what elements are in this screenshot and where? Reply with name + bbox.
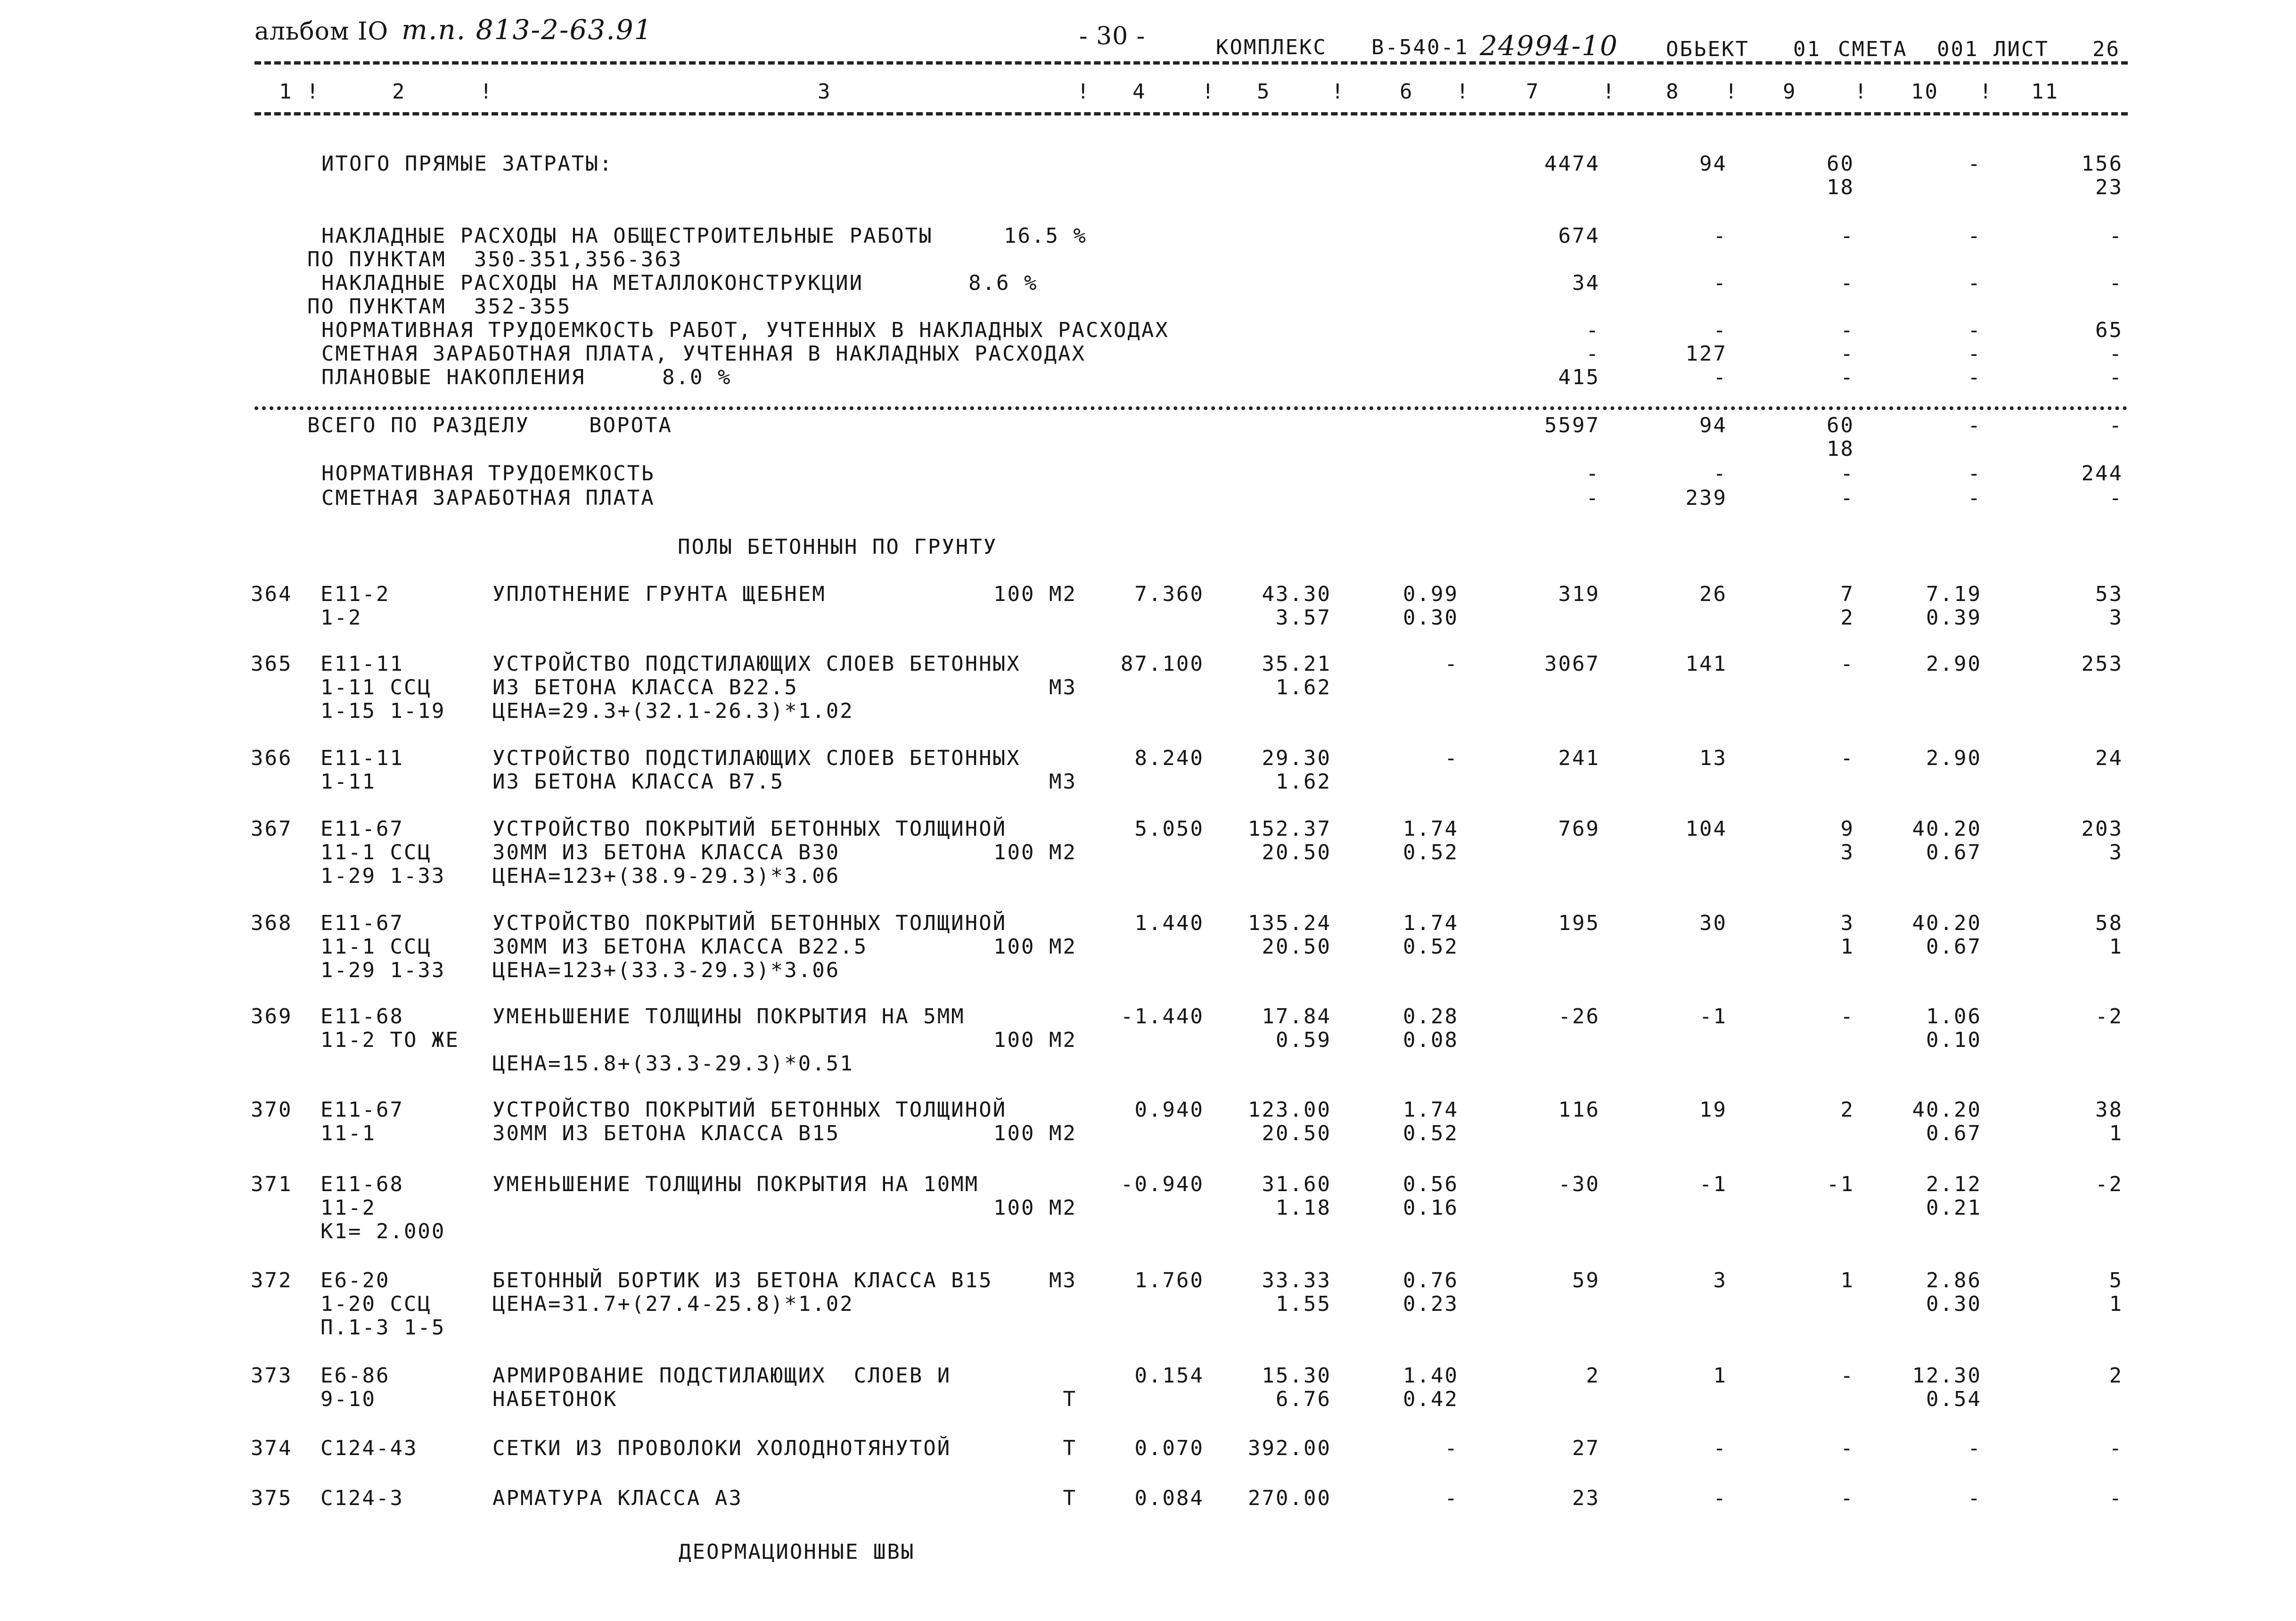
summary-items-ref: ПО ПУНКТАМ 350-351,356-363 (307, 247, 683, 272)
row-quantity: 0.084 (1134, 1486, 1204, 1510)
row-c11: 53 (2095, 582, 2123, 606)
row-c11: 38 (2095, 1098, 2123, 1122)
row-c11: -2 (2095, 1172, 2123, 1196)
album-label: альбом IO (254, 17, 389, 46)
row-c5: 123.00 (1248, 1098, 1331, 1122)
row-c9: 2 (1840, 1098, 1854, 1122)
row-norm-code: Е11-67 (320, 1098, 404, 1122)
row-quantity: 1.760 (1134, 1268, 1204, 1292)
row-description: СЕТКИ ИЗ ПРОВОЛОКИ ХОЛОДНОТЯНУТОЙ (492, 1436, 951, 1460)
row-c6: - (1444, 746, 1459, 770)
row-c7: 23 (1572, 1486, 1600, 1510)
row-c10: 40.20 (1912, 817, 1982, 841)
summary-label: НОРМАТИВНАЯ ТРУДОЕМКОСТЬ РАБОТ, УЧТЕННЫХ В НАКЛАДНЫХ РАСХОДАХ (321, 318, 1169, 342)
typical-project-ref: т.п. 813-2-63.91 (402, 14, 653, 46)
row-description: УСТРОЙСТВО ПОКРЫТИЙ БЕТОННЫХ ТОЛЩИНОЙ (492, 1098, 1007, 1122)
row-number: 366 (251, 746, 293, 770)
col-header-9: 9 (1783, 80, 1797, 104)
row-c7: 319 (1558, 582, 1600, 606)
row-norm-code: П.1-3 1-5 (320, 1316, 446, 1340)
row-c11: -2 (2095, 1004, 2123, 1029)
summary-c11: 244 (2081, 461, 2123, 485)
row-norm-code: 11-2 (320, 1196, 376, 1220)
row-c8: 104 (1685, 817, 1727, 841)
row-norm-code: 9-10 (320, 1387, 376, 1411)
row-c9: - (1840, 652, 1854, 676)
summary-c9: - (1840, 342, 1854, 366)
row-c10: 0.67 (1926, 1121, 1982, 1145)
summary-c8: - (1713, 224, 1727, 248)
row-unit: Т (1063, 1486, 1077, 1510)
row-c9: 1 (1840, 1268, 1854, 1292)
row-c5: 270.00 (1248, 1486, 1331, 1510)
summary-c10: - (1968, 271, 1982, 295)
summary-percent: 16.5 % (1004, 224, 1087, 248)
summary-c8: 94 (1699, 152, 1727, 176)
row-unit: 100 М2 (993, 840, 1077, 864)
summary-c10: - (1968, 342, 1982, 366)
summary-label: НАКЛАДНЫЕ РАСХОДЫ НА МЕТАЛЛОКОНСТРУКЦИИ (321, 271, 864, 295)
row-c9: - (1840, 1486, 1854, 1510)
summary-c7: 674 (1558, 224, 1600, 248)
row-number: 371 (251, 1172, 293, 1196)
row-c6: 0.52 (1403, 935, 1459, 959)
row-c6: 0.52 (1403, 1121, 1459, 1145)
summary-c9: 60 (1827, 413, 1854, 437)
row-c10: 2.90 (1926, 746, 1982, 770)
summary-c10: - (1968, 365, 1982, 389)
row-c10: 1.06 (1926, 1004, 1982, 1029)
row-c11: 3 (2109, 840, 2123, 864)
row-norm-code: К1= 2.000 (320, 1219, 446, 1243)
row-quantity: 0.070 (1134, 1436, 1204, 1460)
summary-c7: 5597 (1544, 413, 1600, 437)
row-c5: 15.30 (1262, 1364, 1331, 1388)
estimate-number: 001 (1937, 37, 1979, 61)
row-c7: 241 (1558, 746, 1600, 770)
summary-c9: - (1840, 318, 1854, 342)
row-c5: 6.76 (1276, 1387, 1331, 1411)
summary-c9: - (1840, 365, 1854, 389)
summary-c9b: 18 (1827, 437, 1854, 461)
row-unit: 100 М2 (993, 1028, 1077, 1052)
row-description: ИЗ БЕТОНА КЛАССА В22.5 (492, 675, 798, 699)
row-c10: - (1968, 1436, 1982, 1460)
row-c9: 3 (1840, 840, 1854, 864)
row-c11: 1 (2109, 1292, 2123, 1316)
row-c5: 1.62 (1276, 675, 1331, 699)
summary-items-ref: ПО ПУНКТАМ 352-355 (307, 295, 572, 319)
header-divider-bottom (254, 112, 2128, 115)
row-c10: 0.10 (1926, 1028, 1982, 1052)
row-quantity: 8.240 (1134, 746, 1204, 770)
summary-label: ИТОГО ПРЯМЫЕ ЗАТРАТЫ: (321, 152, 614, 176)
row-c6: 1.74 (1403, 817, 1459, 841)
summary-c7: 415 (1558, 365, 1600, 389)
row-c9: - (1840, 1436, 1854, 1460)
row-unit: 100 М2 (993, 582, 1077, 606)
row-norm-code: Е11-11 (320, 652, 404, 676)
row-c5: 20.50 (1262, 1121, 1331, 1145)
col-header-8: 8 (1666, 80, 1680, 104)
row-c6: 0.52 (1403, 840, 1459, 864)
row-c10: 0.39 (1926, 606, 1982, 630)
summary-c9b: 18 (1827, 175, 1854, 199)
row-norm-code: Е11-67 (320, 817, 404, 841)
row-c7: 59 (1572, 1268, 1600, 1292)
complex-label: КОМПЛЕКС (1216, 35, 1327, 59)
row-c5: 31.60 (1262, 1172, 1331, 1196)
row-c8: 30 (1699, 911, 1727, 935)
row-description: АРМАТУРА КЛАССА А3 (492, 1486, 743, 1510)
summary-c9: - (1840, 271, 1854, 295)
row-norm-code: С124-43 (320, 1436, 418, 1460)
section-total-divider (254, 406, 2128, 410)
summary-label: ПЛАНОВЫЕ НАКОПЛЕНИЯ (321, 365, 586, 389)
row-norm-code: 1-11 ССЦ (320, 675, 432, 699)
summary-c8: 94 (1699, 413, 1727, 437)
row-number: 368 (251, 911, 293, 935)
row-unit: М3 (1049, 1268, 1077, 1292)
row-number: 365 (251, 652, 293, 676)
row-description: ЦЕНА=31.7+(27.4-25.8)*1.02 (492, 1292, 854, 1316)
row-quantity: -1.440 (1121, 1004, 1204, 1029)
row-c9: 2 (1840, 606, 1854, 630)
row-norm-code: С124-3 (320, 1486, 404, 1510)
row-c8: -1 (1699, 1004, 1727, 1029)
row-c7: 2 (1586, 1364, 1600, 1388)
summary-c8: - (1713, 271, 1727, 295)
row-c10: 2.12 (1926, 1172, 1982, 1196)
row-number: 375 (251, 1486, 293, 1510)
row-c7: 769 (1558, 817, 1600, 841)
row-c11: 253 (2081, 652, 2123, 676)
col-header-10: 10 (1911, 80, 1939, 104)
row-c8: 26 (1699, 582, 1727, 606)
header-divider-top (254, 61, 2128, 65)
row-c7: 195 (1558, 911, 1600, 935)
row-norm-code: Е11-68 (320, 1004, 404, 1029)
row-number: 374 (251, 1436, 293, 1460)
row-norm-code: 11-1 ССЦ (320, 840, 432, 864)
row-c6: 0.16 (1403, 1196, 1459, 1220)
row-c11: - (2109, 1436, 2123, 1460)
row-norm-code: Е11-67 (320, 911, 404, 935)
row-c6: - (1444, 1436, 1459, 1460)
row-c5: 17.84 (1262, 1004, 1331, 1029)
row-quantity: -0.940 (1121, 1172, 1204, 1196)
col-header-3: 3 (818, 80, 832, 104)
summary-c8: - (1713, 318, 1727, 342)
summary-c7: - (1586, 461, 1600, 485)
row-description: УМЕНЬШЕНИЕ ТОЛЩИНЫ ПОКРЫТИЯ НА 10ММ (492, 1172, 979, 1196)
row-c5: 135.24 (1248, 911, 1331, 935)
row-number: 372 (251, 1268, 293, 1292)
row-c6: 0.42 (1403, 1387, 1459, 1411)
row-c6: 0.76 (1403, 1268, 1459, 1292)
row-c9: 3 (1840, 911, 1854, 935)
row-number: 367 (251, 817, 293, 841)
row-norm-code: 1-2 (320, 606, 362, 630)
col-header-7: 7 (1526, 80, 1540, 104)
summary-c7: 34 (1572, 271, 1600, 295)
row-c6: 0.08 (1403, 1028, 1459, 1052)
row-quantity: 0.154 (1134, 1364, 1204, 1388)
row-number: 369 (251, 1004, 293, 1029)
summary-c8: 239 (1685, 486, 1727, 510)
summary-c11: 156 (2081, 152, 2123, 176)
row-description: УСТРОЙСТВО ПОДСТИЛАЮЩИХ СЛОЕВ БЕТОННЫХ (492, 652, 1021, 676)
row-c9: - (1840, 1364, 1854, 1388)
summary-label: НАКЛАДНЫЕ РАСХОДЫ НА ОБЩЕСТРОИТЕЛЬНЫЕ РАБОТЫ (321, 224, 933, 248)
summary-label: СМЕТНАЯ ЗАРАБОТНАЯ ПЛАТА, УЧТЕННАЯ В НАКЛАДНЫХ РАСХОДАХ (321, 342, 1086, 366)
col-header-6: 6 (1400, 80, 1414, 104)
next-section-title: ДЕОРМАЦИОННЫЕ ШВЫ (679, 1540, 915, 1564)
summary-label: НОРМАТИВНАЯ ТРУДОЕМКОСТЬ (321, 461, 655, 485)
summary-percent: 8.6 % (968, 271, 1038, 295)
col-header-1: 1 (279, 80, 293, 104)
row-description: УМЕНЬШЕНИЕ ТОЛЩИНЫ ПОКРЫТИЯ НА 5ММ (492, 1004, 965, 1029)
row-c5: 1.62 (1276, 770, 1331, 794)
row-c6: 0.28 (1403, 1004, 1459, 1029)
row-c11: 3 (2109, 606, 2123, 630)
row-description: ЦЕНА=123+(33.3-29.3)*3.06 (492, 958, 840, 982)
row-quantity: 1.440 (1134, 911, 1204, 935)
summary-c7: - (1586, 318, 1600, 342)
row-norm-code: 1-20 ССЦ (320, 1292, 432, 1316)
summary-c7: 4474 (1544, 152, 1600, 176)
row-c10: 40.20 (1912, 1098, 1982, 1122)
row-c10: 12.30 (1912, 1364, 1982, 1388)
summary-c8: - (1713, 461, 1727, 485)
row-c7: -26 (1558, 1004, 1600, 1029)
row-description: НАБЕТОНОК (492, 1387, 618, 1411)
row-c10: 0.54 (1926, 1387, 1982, 1411)
row-description: УСТРОЙСТВО ПОКРЫТИЙ БЕТОННЫХ ТОЛЩИНОЙ (492, 911, 1007, 935)
row-norm-code: 1-29 1-33 (320, 958, 446, 982)
row-norm-code: 1-15 1-19 (320, 699, 446, 723)
row-c10: 0.21 (1926, 1196, 1982, 1220)
row-norm-code: Е11-2 (320, 582, 390, 606)
row-c11: 2 (2109, 1364, 2123, 1388)
summary-c11: - (2109, 271, 2123, 295)
row-unit: Т (1063, 1436, 1077, 1460)
summary-c9: - (1840, 461, 1854, 485)
row-description: ИЗ БЕТОНА КЛАССА В7.5 (492, 770, 785, 794)
summary-c11b: 23 (2095, 175, 2123, 199)
row-c8: -1 (1699, 1172, 1727, 1196)
row-c10: 2.90 (1926, 652, 1982, 676)
row-c6: 1.40 (1403, 1364, 1459, 1388)
row-c6: - (1444, 1486, 1459, 1510)
row-quantity: 7.360 (1134, 582, 1204, 606)
row-c8: - (1713, 1436, 1727, 1460)
row-c9: 1 (1840, 935, 1854, 959)
estimate-label: СМЕТА (1838, 37, 1908, 61)
summary-c11: - (2109, 224, 2123, 248)
row-c11: 58 (2095, 911, 2123, 935)
summary-c11: - (2109, 413, 2123, 437)
row-c11: 1 (2109, 935, 2123, 959)
summary-c9: - (1840, 486, 1854, 510)
row-description: БЕТОННЫЙ БОРТИК ИЗ БЕТОНА КЛАССА В15 (492, 1268, 993, 1292)
summary-c11: - (2109, 342, 2123, 366)
summary-c10: - (1968, 224, 1982, 248)
row-norm-code: Е11-11 (320, 746, 404, 770)
row-unit: М3 (1049, 770, 1077, 794)
summary-c7: - (1586, 486, 1600, 510)
row-c6: 0.23 (1403, 1292, 1459, 1316)
summary-c7: - (1586, 342, 1600, 366)
row-c5: 0.59 (1276, 1028, 1331, 1052)
row-c7: 116 (1558, 1098, 1600, 1122)
row-c6: 1.74 (1403, 1098, 1459, 1122)
row-c10: 40.20 (1912, 911, 1982, 935)
row-norm-code: 11-2 ТО ЖЕ (320, 1028, 459, 1052)
summary-percent: 8.0 % (662, 365, 732, 389)
row-description: ЦЕНА=15.8+(33.3-29.3)*0.51 (492, 1052, 854, 1076)
summary-c10: - (1968, 461, 1982, 485)
summary-c9: 60 (1827, 152, 1854, 176)
row-c9: - (1840, 1004, 1854, 1029)
row-quantity: 87.100 (1121, 652, 1204, 676)
row-c11: 1 (2109, 1121, 2123, 1145)
row-description: ЦЕНА=29.3+(32.1-26.3)*1.02 (492, 699, 854, 723)
row-c7: -30 (1558, 1172, 1600, 1196)
row-norm-code: 11-1 ССЦ (320, 935, 432, 959)
row-quantity: 5.050 (1134, 817, 1204, 841)
row-norm-code: 11-1 (320, 1121, 376, 1145)
estimate-sheet: альбом IO т.п. 813-2-63.91 - 30 - КОМПЛЕКС В-540-1 24994-10 ОБЬЕКТ 01 СМЕТА 001 ЛИСТ 26 1 2 3 4 5 6 7 8 9 10 11 ! ! ! ! ! ! ! ! ! ! ИТОГО ПРЯМЫЕ ЗАТРАТЫ: 4474 94 60 - 156 18 23 НАКЛАДНЫЕ РАСХОДЫ НА ОБЩЕСТРОИТЕЛЬНЫЕ РАБОТЫ 16.5 % ПО ПУНКТАМ 350-351,356-363 674 - - - - НАКЛАДНЫЕ РАСХОДЫ НА МЕТАЛЛОКОНСТРУКЦИИ 8.6 % ПО ПУНКТАМ 352-355 34 - - - - НОРМАТИВНАЯ ТРУДОЕМКОСТЬ РАБОТ, УЧТЕННЫХ В НАКЛАДНЫХ РАСХОДАХ - - - - 65 СМЕТНАЯ ЗАРАБОТНАЯ ПЛАТА, УЧТЕННАЯ В НАКЛАДНЫХ РАСХОДАХ - 127 - - - ПЛАНОВЫЕ НАКОПЛЕНИЯ 8.0 % 415 - - - - ВСЕГО ПО РАЗДЕЛУ ВОРОТА 5597 94 60 - - 18 НОРМАТИВНАЯ ТРУДОЕМКОСТЬ - - - - 244 СМЕТНАЯ ЗАРАБОТНАЯ ПЛАТА - 239 - - - ПОЛЫ БЕТОННЫН ПО ГРУНТУ 364 Е11-2 1-2 УПЛОТНЕНИЕ ГРУНТА ЩЕБНЕМ 100 М2 7.360 43.30 3.57 0.99 0.30 7 2 7.19 0.39 53 3 319 26 365 Е11-11 1-11 ССЦ 1-15 1-19 УСТРОЙСТВО ПОДСТИЛАЮЩИХ СЛОЕВ БЕТОННЫХ ИЗ БЕТОНА КЛАССА В22.5 ЦЕНА=29.3+(32.1-26.3)*1.02 М3 87.100 35.21 1.62 - - 2.90 253 3067 141 366 Е11-11 1-11 УСТРОЙСТВО ПОДСТИЛАЮЩИХ СЛОЕВ БЕТОННЫХ ИЗ БЕТОНА КЛАССА В7.5 М3 8.240 29.30 1.62 - - 2.90 24 241 13 367 Е11-67 11-1 ССЦ 1-29 1-33 УСТРОЙСТВО ПОКРЫТИЙ БЕТОННЫХ ТОЛЩИНОЙ 30ММ ИЗ БЕТОНА КЛАССА В30 ЦЕНА=123+(38.9-29.3)*3.06 100 М2 5.050 152.37 20.50 1.74 0.52 9 3 40.20 0.67 203 3 769 104 368 Е11-67 11-1 ССЦ 1-29 1-33 УСТРОЙСТВО ПОКРЫТИЙ БЕТОННЫХ ТОЛЩИНОЙ 30ММ ИЗ БЕТОНА КЛАССА В22.5 ЦЕНА=123+(33.3-29.3)*3.06 100 М2 1.440 135.24 20.50 1.74 0.52 3 1 40.20 0.67 58 1 195 30 369 Е11-68 11-2 ТО ЖЕ УМЕНЬШЕНИЕ ТОЛЩИНЫ ПОКРЫТИЯ НА 5ММ ЦЕНА=15.8+(33.3-29.3)*0.51 100 М2 -1.440 17.84 0.59 0.28 0.08 - 1.06 0.10 -2 -26 -1 370 Е11-67 11-1 УСТРОЙСТВО ПОКРЫТИЙ БЕТОННЫХ ТОЛЩИНОЙ 30ММ ИЗ БЕТОНА КЛАССА В15 100 М2 0.940 123.00 20.50 1.74 0.52 2 40.20 0.67 38 1 116 19 371 Е11-68 11-2 К1= 2.000 УМЕНЬШЕНИЕ ТОЛЩИНЫ ПОКРЫТИЯ НА 10ММ 100 М2 -0.940 31.60 1.18 0.56 0.16 -1 2.12 0.21 -2 -30 -1 372 Е6-20 1-20 ССЦ П.1-3 1-5 БЕТОННЫЙ БОРТИК ИЗ БЕТОНА КЛАССА В15 ЦЕНА=31.7+(27.4-25.8)*1.02 М3 1.760 33.33 1.55 0.76 0.23 1 2.86 0.30 5 1 59 3 373 Е6-86 9-10 АРМИРОВАНИЕ ПОДСТИЛАЮЩИХ СЛОЕВ И НАБЕТОНОК Т 0.154 15.30 6.76 1.40 0.42 - 12.30 0.54 2 2 1 374 С124-43 СЕТКИ ИЗ ПРОВОЛОКИ ХОЛОДНОТЯНУТОЙ Т 0.070 392.00 - - - - 27 - 375 С124-3 АРМАТУРА КЛАССА А3 Т 0.084 270.00 - - - - 23 - ДЕОРМАЦИОННЫЕ ШВЫ (0, 0, 2296, 1621)
row-c6: 0.99 (1403, 582, 1459, 606)
row-c11: 5 (2109, 1268, 2123, 1292)
row-c11: - (2109, 1486, 2123, 1510)
row-c6: - (1444, 652, 1459, 676)
row-c10: 7.19 (1926, 582, 1982, 606)
row-description: 30ММ ИЗ БЕТОНА КЛАССА В22.5 (492, 935, 868, 959)
row-c5: 43.30 (1262, 582, 1331, 606)
row-c5: 35.21 (1262, 652, 1331, 676)
row-c5: 20.50 (1262, 935, 1331, 959)
row-norm-code: 1-11 (320, 770, 376, 794)
summary-c10: - (1968, 413, 1982, 437)
row-c8: - (1713, 1486, 1727, 1510)
row-c7: 3067 (1544, 652, 1600, 676)
row-c5: 20.50 (1262, 840, 1331, 864)
col-header-11: 11 (2031, 80, 2059, 104)
row-norm-code: Е6-86 (320, 1364, 390, 1388)
col-header-2: 2 (392, 80, 406, 104)
complex-code: В-540-1 (1371, 35, 1469, 59)
row-c5: 1.18 (1276, 1196, 1331, 1220)
row-c9: - (1840, 746, 1854, 770)
row-number: 370 (251, 1098, 293, 1122)
row-c6: 1.74 (1403, 911, 1459, 935)
row-norm-code: 1-29 1-33 (320, 864, 446, 888)
complex-handwritten-number: 24994-10 (1480, 30, 1618, 62)
row-c5: 1.55 (1276, 1292, 1331, 1316)
section-title: ПОЛЫ БЕТОННЫН ПО ГРУНТУ (678, 535, 998, 559)
row-c6: 0.30 (1403, 606, 1459, 630)
row-number: 373 (251, 1364, 293, 1388)
row-description: 30ММ ИЗ БЕТОНА КЛАССА В30 (492, 840, 840, 864)
row-c11: 24 (2095, 746, 2123, 770)
row-c10: 0.30 (1926, 1292, 1982, 1316)
summary-c10: - (1968, 152, 1982, 176)
row-c5: 392.00 (1248, 1436, 1331, 1460)
row-c10: 0.67 (1926, 840, 1982, 864)
row-c5: 29.30 (1262, 746, 1331, 770)
sheet-number: 26 (2092, 37, 2120, 61)
row-c9: 7 (1840, 582, 1854, 606)
row-c8: 3 (1713, 1268, 1727, 1292)
row-c8: 13 (1699, 746, 1727, 770)
sheet-label: ЛИСТ (1993, 37, 2049, 61)
row-unit: 100 М2 (993, 935, 1077, 959)
row-unit: 100 М2 (993, 1121, 1077, 1145)
row-c5: 152.37 (1248, 817, 1331, 841)
row-c10: 2.86 (1926, 1268, 1982, 1292)
row-c10: 0.67 (1926, 935, 1982, 959)
summary-c9: - (1840, 224, 1854, 248)
summary-label: СМЕТНАЯ ЗАРАБОТНАЯ ПЛАТА (321, 486, 655, 510)
row-c7: 27 (1572, 1436, 1600, 1460)
summary-c10: - (1968, 318, 1982, 342)
row-unit: Т (1063, 1387, 1077, 1411)
row-description: УСТРОЙСТВО ПОКРЫТИЙ БЕТОННЫХ ТОЛЩИНОЙ (492, 817, 1007, 841)
row-c5: 33.33 (1262, 1268, 1331, 1292)
row-description: ЦЕНА=123+(38.9-29.3)*3.06 (492, 864, 840, 888)
page-number: - 30 - (1079, 22, 1146, 50)
row-c9: -1 (1827, 1172, 1854, 1196)
summary-c11: 65 (2095, 318, 2123, 342)
row-description: 30ММ ИЗ БЕТОНА КЛАССА В15 (492, 1121, 840, 1145)
row-description: УСТРОЙСТВО ПОДСТИЛАЮЩИХ СЛОЕВ БЕТОННЫХ (492, 746, 1021, 770)
row-number: 364 (251, 582, 293, 606)
summary-c11: - (2109, 365, 2123, 389)
row-unit: 100 М2 (993, 1196, 1077, 1220)
col-header-4: 4 (1132, 80, 1147, 104)
row-description: АРМИРОВАНИЕ ПОДСТИЛАЮЩИХ СЛОЕВ И (492, 1364, 951, 1388)
row-c6: 0.56 (1403, 1172, 1459, 1196)
row-unit: М3 (1049, 675, 1077, 699)
row-c8: 1 (1713, 1364, 1727, 1388)
summary-c11: - (2109, 486, 2123, 510)
row-c8: 19 (1699, 1098, 1727, 1122)
row-quantity: 0.940 (1134, 1098, 1204, 1122)
row-c10: - (1968, 1486, 1982, 1510)
row-norm-code: Е11-68 (320, 1172, 404, 1196)
summary-c10: - (1968, 486, 1982, 510)
row-description: УПЛОТНЕНИЕ ГРУНТА ЩЕБНЕМ (492, 582, 826, 606)
row-c8: 141 (1685, 652, 1727, 676)
object-label: ОБЬЕКТ (1666, 37, 1749, 61)
col-header-5: 5 (1257, 80, 1271, 104)
row-c11: 203 (2081, 817, 2123, 841)
summary-label: ВСЕГО ПО РАЗДЕЛУ (307, 413, 530, 437)
section-name: ВОРОТА (589, 413, 672, 437)
row-norm-code: Е6-20 (320, 1268, 390, 1292)
object-number: 01 (1793, 37, 1821, 61)
row-c5: 3.57 (1276, 606, 1331, 630)
summary-c8: - (1713, 365, 1727, 389)
row-c9: 9 (1840, 817, 1854, 841)
summary-c8: 127 (1685, 342, 1727, 366)
